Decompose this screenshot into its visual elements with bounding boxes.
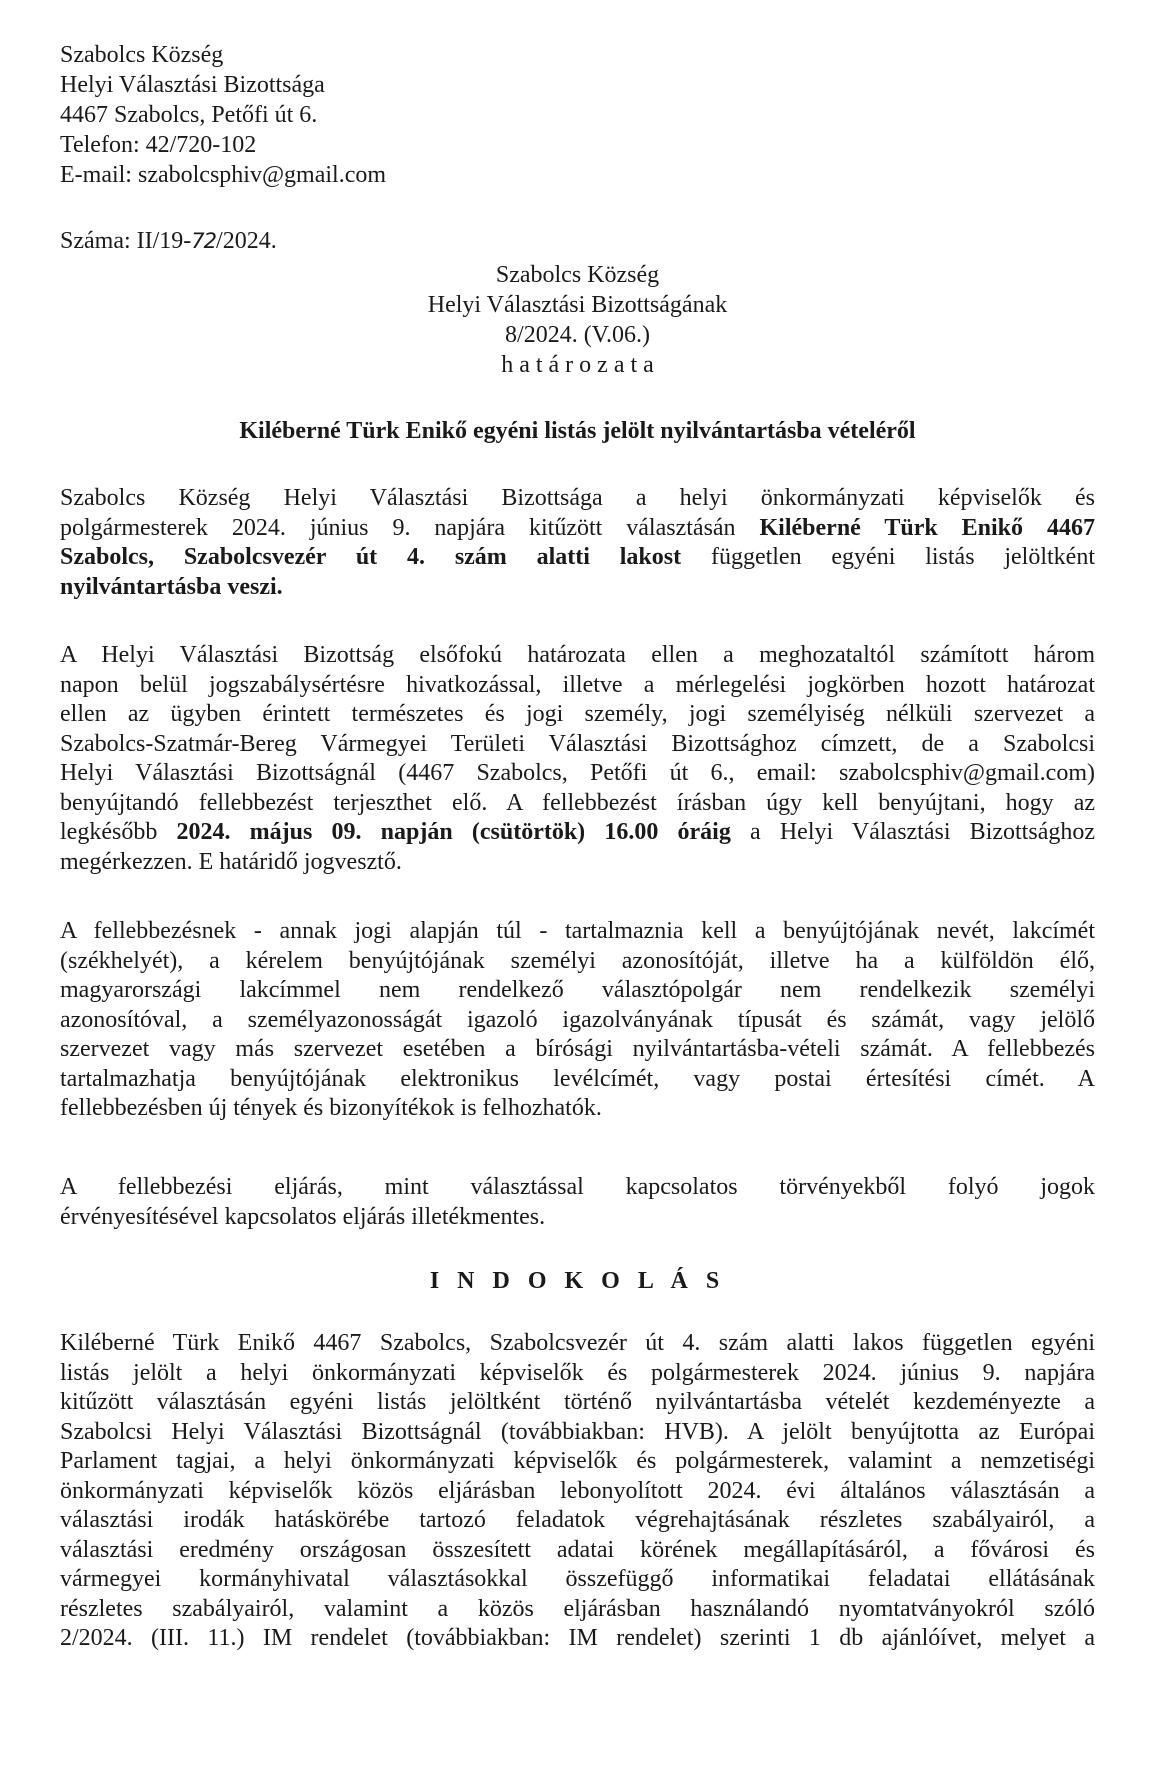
sender-line: 4467 Szabolcs, Petőfi út 6. (60, 102, 318, 128)
header-line: Szabolcs Község (495, 262, 660, 288)
sender-line: Telefon: 42/720-102 (60, 132, 257, 158)
reasoning-heading: I N D O K O L Á S (429, 1268, 726, 1294)
sender-address-block (60, 40, 386, 190)
handwritten-number: 72 (191, 229, 217, 253)
document-title: Kiléberné Türk Enikő egyéni listás jelölt nyilvántartásba vételéről (239, 418, 916, 444)
decision-header (60, 260, 1095, 380)
sender-line: E-mail: szabolcsphiv@gmail.com (60, 162, 387, 188)
header-line: h a t á r o z a t a (501, 352, 654, 378)
sender-line: Helyi Választási Bizottsága (60, 72, 325, 98)
reasoning-paragraph: Kiléberné Türk Enikő 4467 Szabolcs, Szabolcsvezér út 4. szám alatti lakos független egyéni listás jelölt a helyi önkormányzati képviselők és polgármesterek 2024. június 9. napjára kitűzött választásán egyéni listás jelöltként történő nyilvántartásba vételét kezdeményezte a Szabolcsi Helyi Választási Bizottságnál (továbbiakban: HVB). A jelölt benyújtotta az Európai Parlament tagjai, a helyi önkormányzati képviselők és polgármesterek, valamint a nemzetiségi önkormányzati képviselők közös eljárásban lebonyolított 2024. évi általános választásán a választási irodák hatáskörébe tartozó feladatok végrehajtásának részletes szabályairól, a választási eredmény országosan összesített adatai körének megállapításáról, a fővárosi és vármegyei kormányhivatal választásokkal összefüggő informatikai feladatai ellátásának részletes szabályairól, valamint a közös eljárásban használandó nyomtatványokról szóló 2/2024. (III. 11.) IM rendelet (továbbiakban: IM rendelet) szerinti 1 db ajánlóívet, melyet a (60, 1330, 1095, 1651)
header-line: 8/2024. (V.06.) (505, 322, 650, 348)
sender-line: Szabolcs Község (60, 42, 224, 68)
header-line: Helyi Választási Bizottságának (427, 292, 728, 318)
appeal-content-paragraph: A fellebbezésnek - annak jogi alapján túl - tartalmaznia kell a benyújtójának nevét, lakcímét (székhelyét), a kérelem benyújtójának személyi azonosítóját, illetve ha a külföldön élő, magyarországi lakcímmel nem rendelkező választópolgár nem rendelkezik személyi azonosítóval, a személyazonosságát igazoló igazolványának típusát és számát, vagy jelölő szervezet vagy más szervezet esetében a bírósági nyilvántartásba-vételi számát. A fellebbezés tartalmazhatja benyújtójának elektronikus levélcímét, vagy postai értesítési címét. A fellebbezésben új tények és bizonyítékok is felhozhatók. (60, 918, 1095, 1121)
decision-paragraph: Szabolcs Község Helyi Választási Bizottsága a helyi önkormányzati képviselők és polgármesterek 2024. június 9. napjára kitűzött választásán Kiléberné Türk Enikő 4467 Szabolcs, Szabolcsvezér út 4. szám alatti lakost független egyéni listás jelöltként nyilvántartásba veszi. (60, 485, 1095, 600)
appeal-paragraph: A Helyi Választási Bizottság elsőfokú határozata ellen a meghozataltól számított három napon belül jogszabálysértésre hivatkozással, illetve a mérlegelési jogkörben hozott határozat ellen az ügyben érintett természetes és jogi személy, jogi személyiség nélküli szervezet a Szabolcs-Szatmár-Bereg Vármegyei Területi Választási Bizottsághoz címzett, de a Szabolcsi Helyi Választási Bizottságnál (4467 Szabolcs, Petőfi út 6., email: szabolcsphiv@gmail.com) benyújtandó fellebbezést terjeszthet elő. A fellebbezést írásban úgy kell benyújtani, hogy az legkésőbb 2024. május 09. napján (csütörtök) 16.00 óráig a Helyi Választási Bizottsághoz megérkezzen. E határidő jogvesztő. (60, 642, 1095, 875)
reference-number: Száma: II/19-72/2024. (60, 228, 277, 254)
fee-paragraph: A fellebbezési eljárás, mint választással kapcsolatos törvényekből folyó jogok érvényesítésével kapcsolatos eljárás illetékmentes. (60, 1174, 1095, 1230)
